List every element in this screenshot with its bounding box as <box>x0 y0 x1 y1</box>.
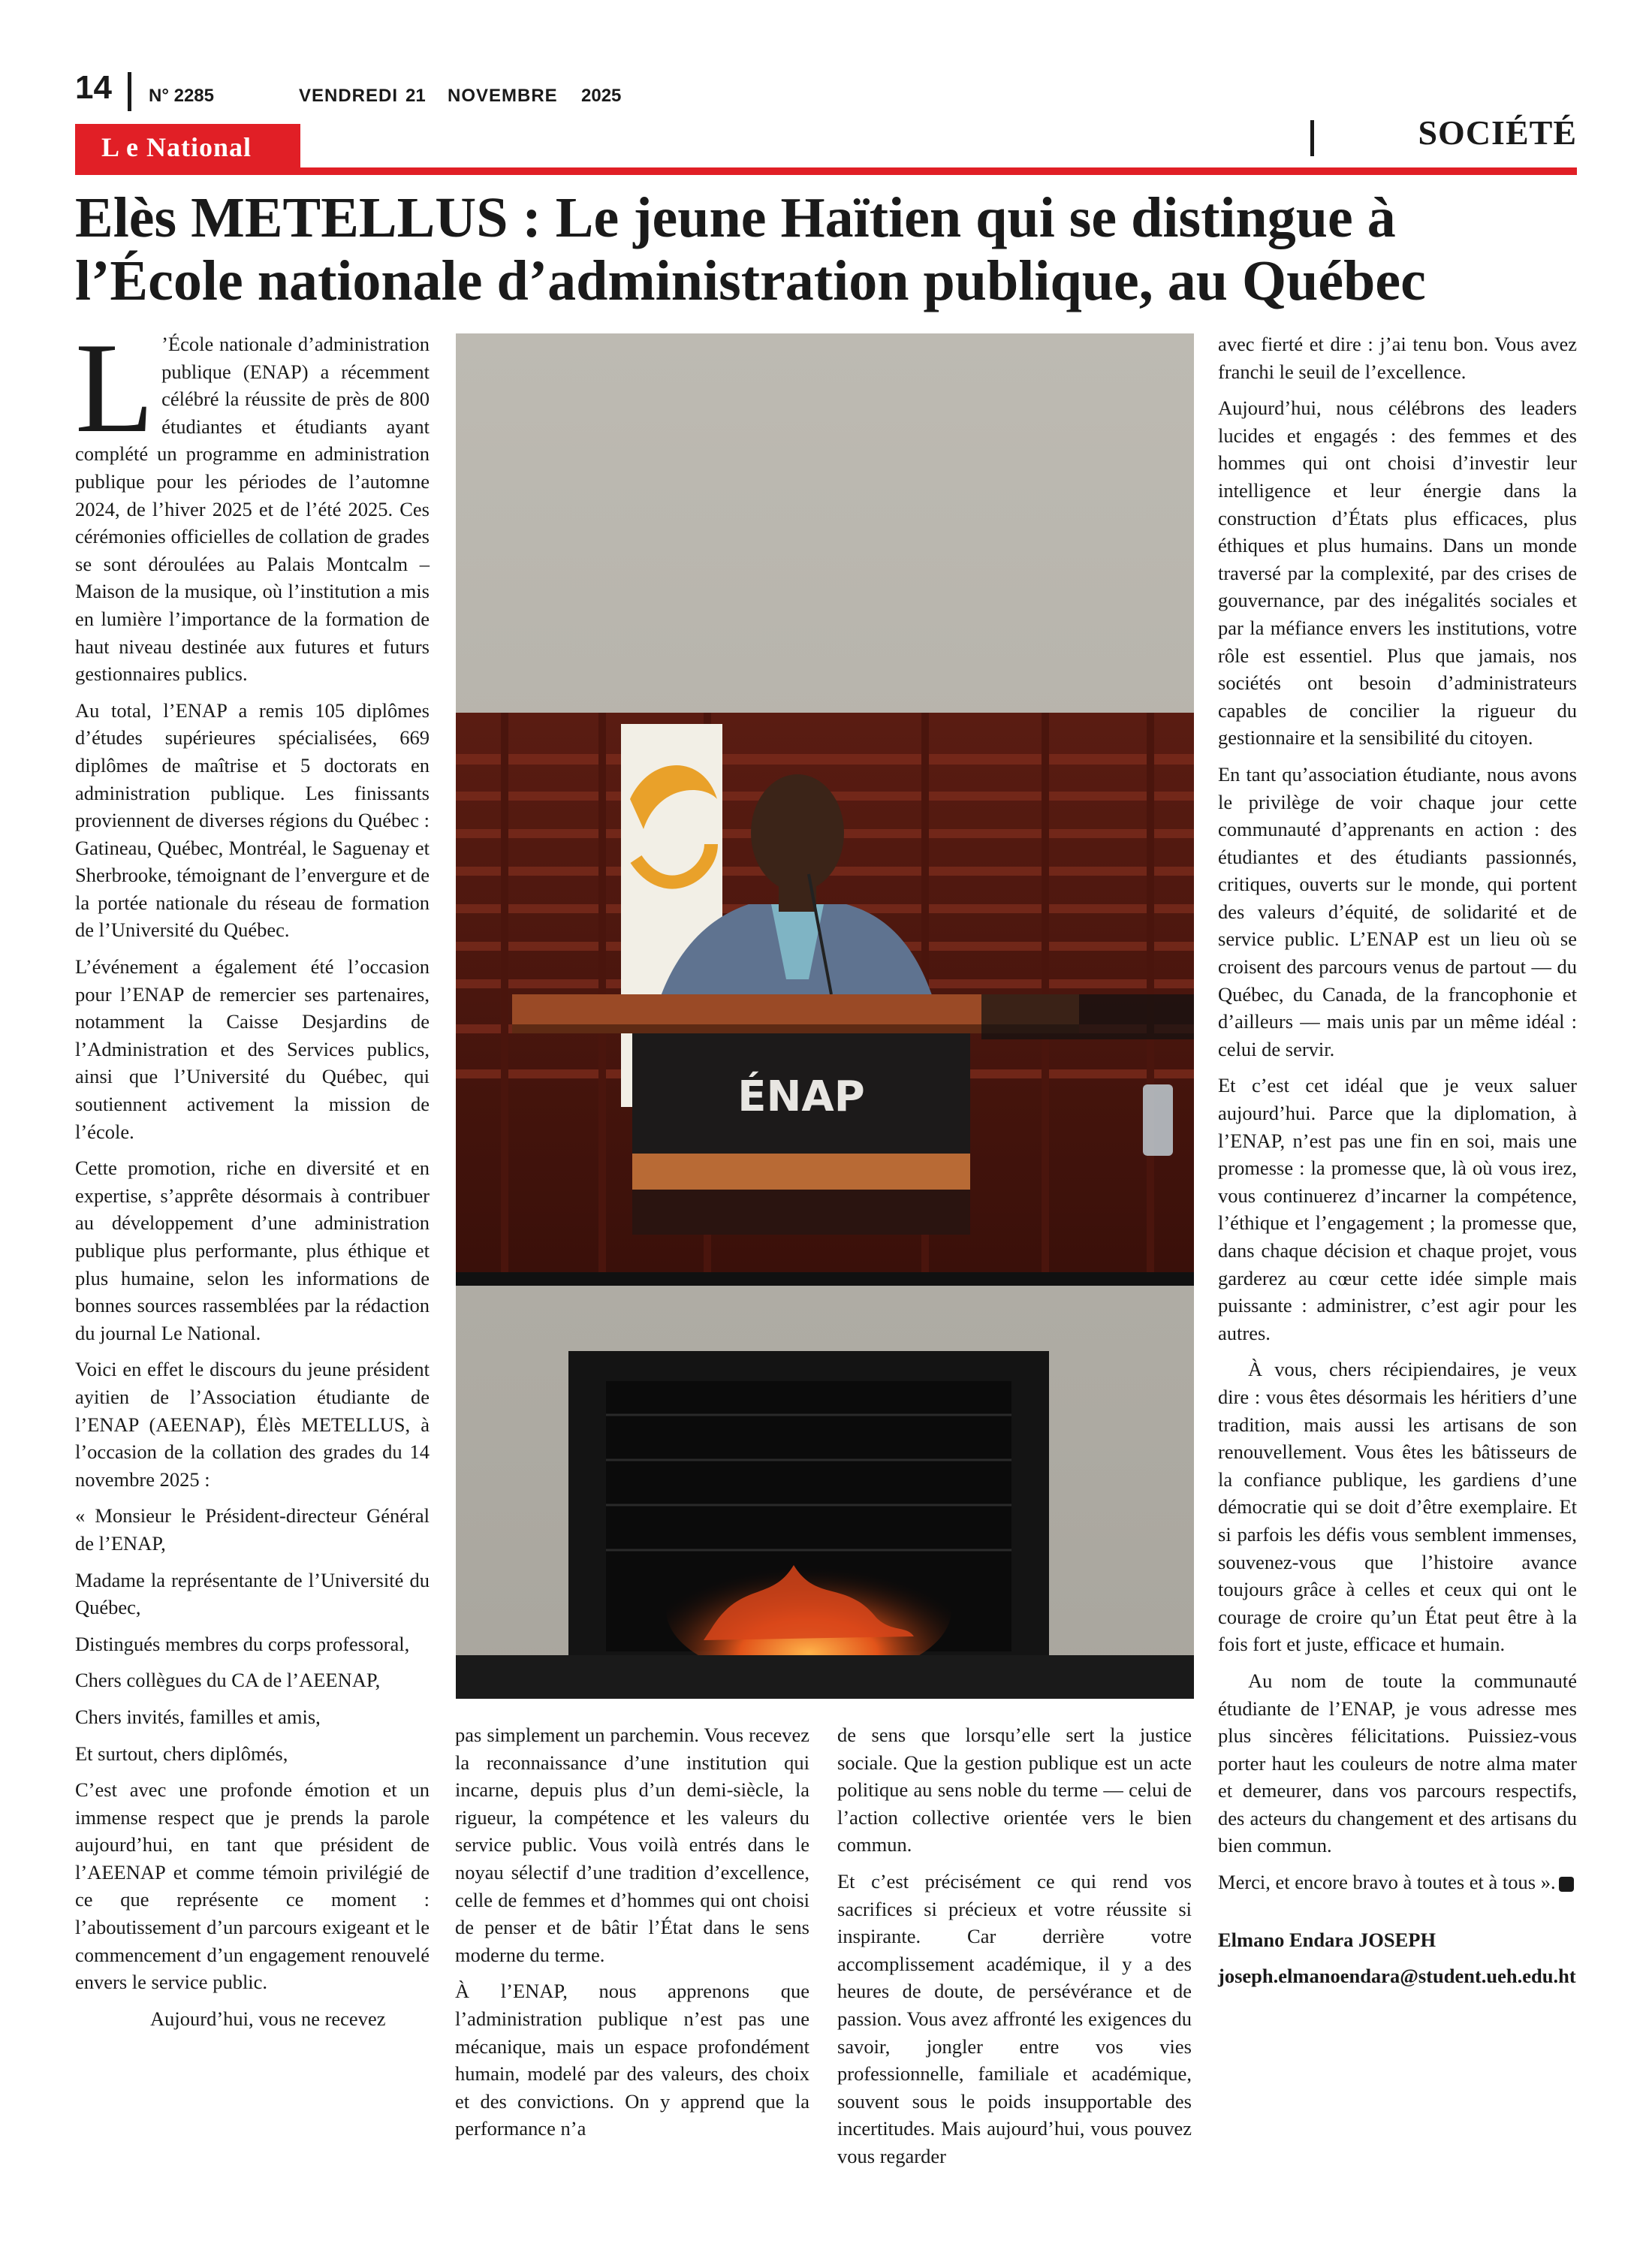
date-weekday: VENDREDI <box>299 86 399 106</box>
paragraph: avec fierté et dire : j’ai tenu bon. Vous avez franchi le seuil de l’excellence. <box>1218 333 1577 383</box>
paragraph: Et c’est précisément ce qui rend vos sacrifices si précieux et votre réussite si inspirante. Car derrière votre accomplissement académique, il y a des heures de doute, de persévérance et de passion. Vous avez affronté les exigences du savoir, jongler entre vos vies professionnelle, familiale et académique, souvent sous le poids insupportable des incertitudes. Mais aujourd’hui, vous pouvez vous regarder <box>837 1869 1192 2167</box>
paragraph: En tant qu’association étudiante, nous avons le privilège de voir chaque jour cette communauté d’apprenants en action : des étudiantes et des étudiants passionnés, critiques, ouverts sur le monde, qui portent des valeurs d’équité, de solidarité et de service public. L’ENAP est un lieu où se croisent des parcours venus de partout — du Québec, du Canada, de la francophonie et d’ailleurs — mais unis par un même idéal : celui de servir. <box>1218 762 1577 1060</box>
page-number: 14 <box>75 69 112 106</box>
paragraph: L’événement a également été l’occasion pour l’ENAP de remercier ses partenaires, notamment la Caisse Desjardins de l’Administration et des Services publics, ainsi que l’Université du Québec, qui soutiennent activement la mission de l’école. <box>75 955 430 1143</box>
article-column-4 <box>1218 330 1577 1999</box>
paragraph: Distingués membres du corps professoral, <box>75 1632 410 1655</box>
paragraph: de sens que lorsqu’elle sert la justice sociale. Que la gestion publique est un acte politique au sens noble du terme — celui de l’action collective orientée vers le bien commun. <box>837 1724 1192 1856</box>
issue-number: N° 2285 <box>149 86 214 106</box>
closing-paragraph: Merci, et encore bravo à toutes et à tous ». <box>1218 1868 1577 1896</box>
author-name: Elmano Endara JOSEPH <box>1218 1928 1436 1951</box>
header-divider <box>128 72 131 111</box>
paragraph: Cette promotion, riche en diversité et en expertise, s’apprête désormais à contribuer au développement d’une administration publique plus performante, plus éthique et plus humaine, selon les informations de bonnes sources rassemblées par la rédaction du journal Le National. <box>75 1157 430 1344</box>
paragraph: C’est avec une profonde émotion et un immense respect que je prends la parole aujourd’hui, en tant que président de l’AEENAP et comme témoin privilégié de ce que représente ce moment : l’aboutissement d’un parcours exigeant et le commencement d’un engagement renouvelé envers le service public. <box>75 1778 430 1994</box>
article-photo <box>456 333 1194 1699</box>
paragraph: Chers collègues du CA de l’AEENAP, <box>75 1669 381 1692</box>
end-mark-icon <box>1559 1877 1574 1892</box>
paragraph: L ’École nationale d’administration publique (ENAP) a récemment célébré la réussite de près de 800 étudiantes et étudiants ayant complété un programme en administration publique pour les périodes de l’automne 2024, de l’hiver 2025 et de l’été 2025. Ces cérémonies officielles de collation de grades se sont déroulées au Palais Montcalm – Maison de la musique, où l’institution a mis en lumière l’importance de la formation de haut niveau destinée aux futures et futurs gestionnaires publics. <box>75 317 430 686</box>
paragraph: À l’ENAP, nous apprenons que l’administration publique n’est pas une mécanique, mais un espace profondément humain, modelé par des valeurs, des choix et des convictions. On y apprend que la performance n’a <box>455 1980 809 2140</box>
paragraph: Au total, l’ENAP a remis 105 diplômes d’études supérieures spécialisées, 669 diplômes de maîtrise et 5 doctorats en administration publique. Les finissants proviennent de diverses régions du Québec : Gatineau, Québec, Montréal, le Saguenay et Sherbrooke, témoignant de l’envergure et de la portée nationale du réseau de formation de l’Université du Québec. <box>75 698 430 942</box>
paragraph: Et surtout, chers diplômés, <box>75 1742 288 1765</box>
date-day: 21 <box>405 86 426 106</box>
paragraph: À vous, chers récipiendaires, je veux dire : vous êtes désormais les héritiers d’une tradition, mais aussi les artisans de son renouvellement. Vous êtes les bâtisseurs de la confiance publique, les gardiens d’une démocratie qui se doit d’être exemplaire. Et si parfois les défis vous semblent immenses, souvenez-vous que l’histoire avance toujours grâce à celles et ceux qui ont le courage de croire qu’un État peut être à la fois fort et juste, efficace et humain. <box>1218 1358 1577 1656</box>
date-year: 2025 <box>581 86 622 106</box>
section-title: SOCIÉTÉ <box>1418 113 1577 152</box>
paragraph: Et c’est cet idéal que je veux saluer aujourd’hui. Parce que la diplomation, à l’ENAP, n’est pas une fin en soi, mais une promesse : la promesse que, là où vous irez, vous continuerez d’incarner la compétence, l’éthique et l’engagement ; la promesse que, dans chaque décision et chaque projet, vous garderez au cœur cette idée simple mais puissante : administrer, c’est agir pour les autres. <box>1218 1074 1577 1344</box>
paragraph: « Monsieur le Président-directeur Général de l’ENAP, <box>75 1504 430 1555</box>
paragraph: Au nom de toute la communauté étudiante de l’ENAP, je vous adresse mes plus sincères félicitations. Puissiez-vous porter haut les couleurs de notre alma mater et demeurer, dans vos parcours respectifs, des acteurs du changement et des artisans du bien commun. <box>1218 1669 1577 1857</box>
article-headline: Elès METELLUS : Le jeune Haïtien qui se distingue à l’École nationale d’administration publique, au Québec <box>75 186 1426 312</box>
paragraph: Voici en effet le discours du jeune président ayitien de l’Association étudiante de l’ENAP (AEENAP), Élès METELLUS, à l’occasion de la collation des grades du 14 novembre 2025 : <box>75 1358 430 1491</box>
article-column-1 <box>75 317 430 2041</box>
paragraph: Aujourd’hui, vous ne recevez <box>150 2007 386 2030</box>
section-divider <box>1310 120 1314 156</box>
drop-cap: L <box>75 317 155 460</box>
header-red-rule <box>75 167 1577 175</box>
photo-speaker-at-podium <box>456 333 1194 1699</box>
paragraph: Madame la représentante de l’Université du Québec, <box>75 1568 430 1619</box>
brand-name: L e National <box>101 132 252 162</box>
author-email[interactable]: joseph.elmanoendara@student.ueh.edu.ht <box>1218 1965 1576 1988</box>
paragraph: pas simplement un parchemin. Vous recevez la reconnaissance d’une institution qui incarne, depuis plus d’un demi-siècle, la rigueur, la compétence et les valeurs du service public. Vous voilà entrés dans le noyau sélectif d’une tradition d’excellence, celle de femmes et d’hommes qui ont choisi de penser et de bâtir l’État dans le sens moderne du terme. <box>455 1724 809 1966</box>
paragraph: Chers invités, familles et amis, <box>75 1705 321 1728</box>
paragraph: Aujourd’hui, nous célébrons des leaders lucides et engagés : des femmes et des hommes qui ont choisi d’investir leur intelligence et leur énergie dans la construction d’États plus efficaces, plus éthiques et plus humains. Dans un monde traversé par la complexité, par des crises de gouvernance, par des inégalités sociales et par la méfiance envers les institutions, votre rôle est essentiel. Plus que jamais, nos sociétés ont besoin d’administrateurs capables de concilier la rigueur du gestionnaire et la sensibilité du citoyen. <box>1218 397 1577 749</box>
article-column-3 <box>837 1721 1192 2179</box>
article-column-2 <box>455 1721 809 2152</box>
date-month: NOVEMBRE <box>448 86 558 106</box>
podium-label: ÉNAP <box>737 1072 865 1121</box>
